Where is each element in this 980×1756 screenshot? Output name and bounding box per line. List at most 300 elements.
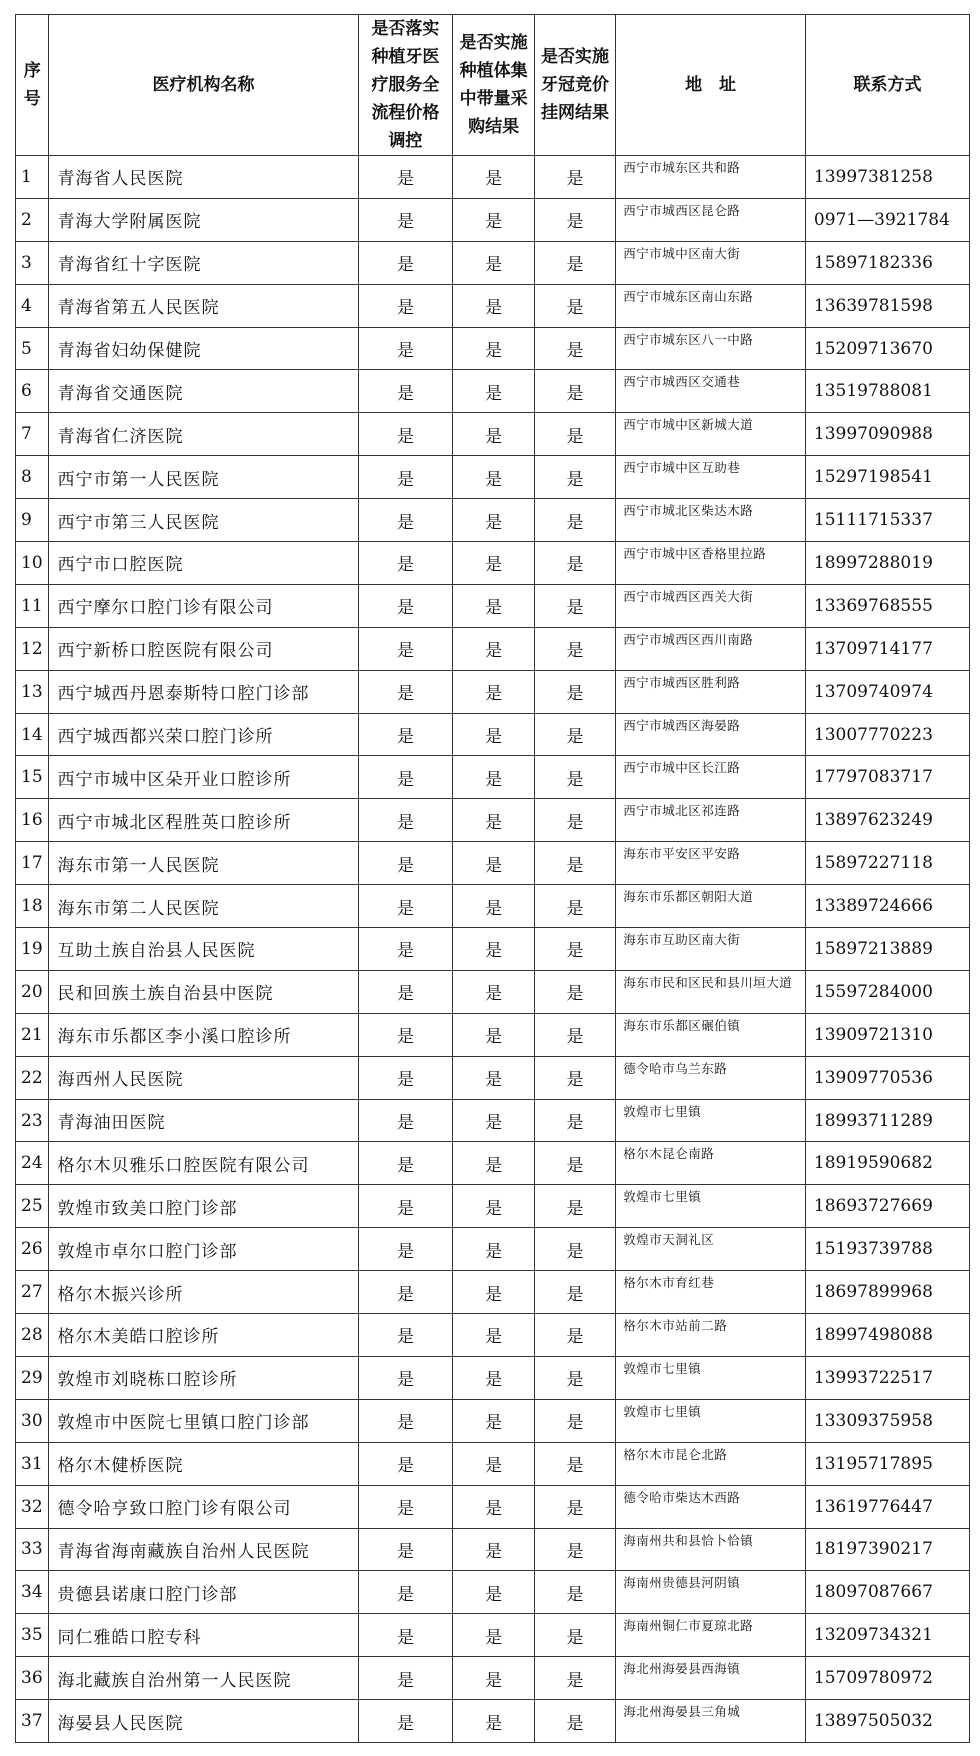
centralized-purchase-value: 是 — [453, 1700, 534, 1743]
table-row — [16, 1013, 970, 1056]
phone-number: 0971—3921784 — [805, 198, 969, 241]
crown-bidding-value: 是 — [534, 1185, 615, 1228]
phone-number: 13993722517 — [805, 1356, 969, 1399]
table-row — [16, 1185, 970, 1228]
phone-number: 18993711289 — [805, 1099, 969, 1142]
price-control-value: 是 — [358, 1571, 453, 1614]
price-control-value: 是 — [358, 284, 453, 327]
phone-number: 15897213889 — [805, 928, 969, 971]
centralized-purchase-value: 是 — [453, 370, 534, 413]
centralized-purchase-value: 是 — [453, 584, 534, 627]
phone-number: 13389724666 — [805, 885, 969, 928]
header-price-control: 是否落实种植牙医疗服务全流程价格调控 — [358, 15, 453, 156]
phone-number: 15111715337 — [805, 499, 969, 542]
address-cell: 西宁市城西区交通巷 — [616, 370, 806, 413]
institution-name: 西宁新桥口腔医院有限公司 — [49, 627, 358, 670]
table-row — [16, 756, 970, 799]
institution-name: 青海省第五人民医院 — [49, 284, 358, 327]
price-control-value: 是 — [358, 756, 453, 799]
price-control-value: 是 — [358, 713, 453, 756]
row-index: 3 — [16, 241, 49, 284]
centralized-purchase-value: 是 — [453, 1571, 534, 1614]
address-cell: 西宁市城中区香格里拉路 — [616, 542, 806, 585]
header-institution-name: 医疗机构名称 — [49, 15, 358, 156]
crown-bidding-value: 是 — [534, 1099, 615, 1142]
institution-name: 青海省妇幼保健院 — [49, 327, 358, 370]
phone-number: 13619776447 — [805, 1485, 969, 1528]
phone-number: 13195717895 — [805, 1442, 969, 1485]
institution-name: 海晏县人民医院 — [49, 1700, 358, 1743]
row-index: 14 — [16, 713, 49, 756]
crown-bidding-value: 是 — [534, 928, 615, 971]
address-cell: 格尔木市育红巷 — [616, 1271, 806, 1314]
centralized-purchase-value: 是 — [453, 1013, 534, 1056]
table-row — [16, 1356, 970, 1399]
crown-bidding-value: 是 — [534, 499, 615, 542]
table-row — [16, 284, 970, 327]
row-index: 35 — [16, 1614, 49, 1657]
institution-name: 西宁市第三人民医院 — [49, 499, 358, 542]
phone-number: 17797083717 — [805, 756, 969, 799]
table-row — [16, 156, 970, 199]
price-control-value: 是 — [358, 327, 453, 370]
price-control-value: 是 — [358, 1356, 453, 1399]
table-row — [16, 713, 970, 756]
crown-bidding-value: 是 — [534, 413, 615, 456]
table-row — [16, 1485, 970, 1528]
institution-name: 青海省红十字医院 — [49, 241, 358, 284]
table-row — [16, 670, 970, 713]
address-cell: 海南州共和县恰卜恰镇 — [616, 1528, 806, 1571]
centralized-purchase-value: 是 — [453, 1485, 534, 1528]
crown-bidding-value: 是 — [534, 885, 615, 928]
institution-name: 西宁市口腔医院 — [49, 542, 358, 585]
row-index: 37 — [16, 1700, 49, 1743]
phone-number: 13209734321 — [805, 1614, 969, 1657]
centralized-purchase-value: 是 — [453, 1442, 534, 1485]
row-index: 30 — [16, 1399, 49, 1442]
price-control-value: 是 — [358, 456, 453, 499]
phone-number: 13709714177 — [805, 627, 969, 670]
centralized-purchase-value: 是 — [453, 1399, 534, 1442]
crown-bidding-value: 是 — [534, 842, 615, 885]
phone-number: 13309375958 — [805, 1399, 969, 1442]
centralized-purchase-value: 是 — [453, 284, 534, 327]
table-row — [16, 1228, 970, 1271]
price-control-value: 是 — [358, 799, 453, 842]
centralized-purchase-value: 是 — [453, 241, 534, 284]
row-index: 33 — [16, 1528, 49, 1571]
centralized-purchase-value: 是 — [453, 1614, 534, 1657]
institution-name: 西宁市第一人民医院 — [49, 456, 358, 499]
row-index: 27 — [16, 1271, 49, 1314]
phone-number: 13897623249 — [805, 799, 969, 842]
table-row — [16, 1056, 970, 1099]
centralized-purchase-value: 是 — [453, 1185, 534, 1228]
address-cell: 海东市乐都区朝阳大道 — [616, 885, 806, 928]
institution-name: 海东市第一人民医院 — [49, 842, 358, 885]
institution-name: 敦煌市刘晓栋口腔诊所 — [49, 1356, 358, 1399]
institution-name: 西宁城西丹恩泰斯特口腔门诊部 — [49, 670, 358, 713]
centralized-purchase-value: 是 — [453, 713, 534, 756]
row-index: 9 — [16, 499, 49, 542]
centralized-purchase-value: 是 — [453, 1099, 534, 1142]
row-index: 4 — [16, 284, 49, 327]
institution-name: 敦煌市致美口腔门诊部 — [49, 1185, 358, 1228]
table-row — [16, 584, 970, 627]
price-control-value: 是 — [358, 885, 453, 928]
price-control-value: 是 — [358, 1099, 453, 1142]
centralized-purchase-value: 是 — [453, 970, 534, 1013]
institution-name: 敦煌市中医院七里镇口腔门诊部 — [49, 1399, 358, 1442]
centralized-purchase-value: 是 — [453, 1528, 534, 1571]
centralized-purchase-value: 是 — [453, 1657, 534, 1700]
institution-name: 西宁市城中区朵开业口腔诊所 — [49, 756, 358, 799]
phone-number: 13519788081 — [805, 370, 969, 413]
address-cell: 敦煌市七里镇 — [616, 1399, 806, 1442]
row-index: 24 — [16, 1142, 49, 1185]
crown-bidding-value: 是 — [534, 1056, 615, 1099]
phone-number: 18693727669 — [805, 1185, 969, 1228]
crown-bidding-value: 是 — [534, 284, 615, 327]
institution-name: 格尔木美皓口腔诊所 — [49, 1314, 358, 1357]
price-control-value: 是 — [358, 970, 453, 1013]
row-index: 29 — [16, 1356, 49, 1399]
address-cell: 海东市平安区平安路 — [616, 842, 806, 885]
row-index: 10 — [16, 542, 49, 585]
price-control-value: 是 — [358, 1314, 453, 1357]
price-control-value: 是 — [358, 928, 453, 971]
table-row — [16, 1271, 970, 1314]
crown-bidding-value: 是 — [534, 1528, 615, 1571]
institution-name: 西宁市城北区程胜英口腔诊所 — [49, 799, 358, 842]
phone-number: 15209713670 — [805, 327, 969, 370]
header-contact: 联系方式 — [805, 15, 969, 156]
row-index: 26 — [16, 1228, 49, 1271]
table-header-row — [16, 15, 970, 156]
row-index: 17 — [16, 842, 49, 885]
price-control-value: 是 — [358, 1013, 453, 1056]
address-cell: 海东市乐都区碾伯镇 — [616, 1013, 806, 1056]
crown-bidding-value: 是 — [534, 1442, 615, 1485]
table-row — [16, 627, 970, 670]
address-cell: 德令哈市乌兰东路 — [616, 1056, 806, 1099]
crown-bidding-value: 是 — [534, 1614, 615, 1657]
crown-bidding-value: 是 — [534, 1314, 615, 1357]
crown-bidding-value: 是 — [534, 1228, 615, 1271]
centralized-purchase-value: 是 — [453, 756, 534, 799]
header-crown-bidding: 是否实施牙冠竞价挂网结果 — [534, 15, 615, 156]
centralized-purchase-value: 是 — [453, 1271, 534, 1314]
phone-number: 13997090988 — [805, 413, 969, 456]
row-index: 31 — [16, 1442, 49, 1485]
table-row — [16, 928, 970, 971]
price-control-value: 是 — [358, 1700, 453, 1743]
table-row — [16, 1614, 970, 1657]
row-index: 2 — [16, 198, 49, 241]
price-control-value: 是 — [358, 542, 453, 585]
price-control-value: 是 — [358, 1185, 453, 1228]
centralized-purchase-value: 是 — [453, 542, 534, 585]
crown-bidding-value: 是 — [534, 1700, 615, 1743]
crown-bidding-value: 是 — [534, 456, 615, 499]
price-control-value: 是 — [358, 1657, 453, 1700]
phone-number: 18919590682 — [805, 1142, 969, 1185]
crown-bidding-value: 是 — [534, 799, 615, 842]
crown-bidding-value: 是 — [534, 198, 615, 241]
price-control-value: 是 — [358, 1056, 453, 1099]
address-cell: 西宁市城中区长江路 — [616, 756, 806, 799]
address-cell: 敦煌市七里镇 — [616, 1099, 806, 1142]
centralized-purchase-value: 是 — [453, 1314, 534, 1357]
price-control-value: 是 — [358, 1614, 453, 1657]
institution-name: 民和回族土族自治县中医院 — [49, 970, 358, 1013]
crown-bidding-value: 是 — [534, 1356, 615, 1399]
phone-number: 15897182336 — [805, 241, 969, 284]
crown-bidding-value: 是 — [534, 1399, 615, 1442]
centralized-purchase-value: 是 — [453, 670, 534, 713]
price-control-value: 是 — [358, 241, 453, 284]
row-index: 8 — [16, 456, 49, 499]
address-cell: 海东市民和区民和县川垣大道 — [616, 970, 806, 1013]
phone-number: 13007770223 — [805, 713, 969, 756]
price-control-value: 是 — [358, 198, 453, 241]
table-row — [16, 799, 970, 842]
institution-name: 青海省人民医院 — [49, 156, 358, 199]
phone-number: 15709780972 — [805, 1657, 969, 1700]
centralized-purchase-value: 是 — [453, 885, 534, 928]
crown-bidding-value: 是 — [534, 970, 615, 1013]
crown-bidding-value: 是 — [534, 542, 615, 585]
row-index: 34 — [16, 1571, 49, 1614]
row-index: 23 — [16, 1099, 49, 1142]
address-cell: 西宁市城西区胜利路 — [616, 670, 806, 713]
price-control-value: 是 — [358, 499, 453, 542]
crown-bidding-value: 是 — [534, 627, 615, 670]
crown-bidding-value: 是 — [534, 1571, 615, 1614]
institution-name: 西宁城西都兴荣口腔门诊所 — [49, 713, 358, 756]
institution-name: 青海省仁济医院 — [49, 413, 358, 456]
price-control-value: 是 — [358, 670, 453, 713]
institution-name: 格尔木健桥医院 — [49, 1442, 358, 1485]
address-cell: 西宁市城东区南山东路 — [616, 284, 806, 327]
address-cell: 海东市互助区南大街 — [616, 928, 806, 971]
phone-number: 13709740974 — [805, 670, 969, 713]
price-control-value: 是 — [358, 627, 453, 670]
address-cell: 西宁市城西区海晏路 — [616, 713, 806, 756]
row-index: 5 — [16, 327, 49, 370]
table-row — [16, 970, 970, 1013]
centralized-purchase-value: 是 — [453, 928, 534, 971]
institution-name: 格尔木振兴诊所 — [49, 1271, 358, 1314]
phone-number: 13909721310 — [805, 1013, 969, 1056]
row-index: 16 — [16, 799, 49, 842]
price-control-value: 是 — [358, 1228, 453, 1271]
row-index: 18 — [16, 885, 49, 928]
phone-number: 18997288019 — [805, 542, 969, 585]
row-index: 32 — [16, 1485, 49, 1528]
row-index: 11 — [16, 584, 49, 627]
institution-name: 互助土族自治县人民医院 — [49, 928, 358, 971]
institution-name: 青海省交通医院 — [49, 370, 358, 413]
address-cell: 格尔木市站前二路 — [616, 1314, 806, 1357]
crown-bidding-value: 是 — [534, 756, 615, 799]
address-cell: 西宁市城东区八一中路 — [616, 327, 806, 370]
institution-name: 海东市第二人民医院 — [49, 885, 358, 928]
row-index: 20 — [16, 970, 49, 1013]
price-control-value: 是 — [358, 842, 453, 885]
table-row — [16, 1142, 970, 1185]
row-index: 12 — [16, 627, 49, 670]
table-row — [16, 413, 970, 456]
institution-name: 青海油田医院 — [49, 1099, 358, 1142]
institution-name: 格尔木贝雅乐口腔医院有限公司 — [49, 1142, 358, 1185]
centralized-purchase-value: 是 — [453, 842, 534, 885]
address-cell: 格尔木市昆仑北路 — [616, 1442, 806, 1485]
centralized-purchase-value: 是 — [453, 156, 534, 199]
crown-bidding-value: 是 — [534, 1142, 615, 1185]
address-cell: 格尔木昆仑南路 — [616, 1142, 806, 1185]
table-row — [16, 1442, 970, 1485]
phone-number: 13639781598 — [805, 284, 969, 327]
header-index: 序号 — [16, 15, 49, 156]
table-row — [16, 842, 970, 885]
crown-bidding-value: 是 — [534, 713, 615, 756]
institution-name: 青海大学附属医院 — [49, 198, 358, 241]
institution-name: 海西州人民医院 — [49, 1056, 358, 1099]
centralized-purchase-value: 是 — [453, 327, 534, 370]
table-row — [16, 241, 970, 284]
table-row — [16, 1657, 970, 1700]
crown-bidding-value: 是 — [534, 327, 615, 370]
phone-number: 13897505032 — [805, 1700, 969, 1743]
address-cell: 西宁市城西区西川南路 — [616, 627, 806, 670]
centralized-purchase-value: 是 — [453, 499, 534, 542]
address-cell: 敦煌市七里镇 — [616, 1356, 806, 1399]
institution-name: 贵德县诺康口腔门诊部 — [49, 1571, 358, 1614]
phone-number: 18197390217 — [805, 1528, 969, 1571]
table-row — [16, 1700, 970, 1743]
address-cell: 西宁市城中区南大街 — [616, 241, 806, 284]
phone-number: 15297198541 — [805, 456, 969, 499]
address-cell: 海南州贵德县河阴镇 — [616, 1571, 806, 1614]
centralized-purchase-value: 是 — [453, 799, 534, 842]
row-index: 21 — [16, 1013, 49, 1056]
row-index: 7 — [16, 413, 49, 456]
row-index: 28 — [16, 1314, 49, 1357]
table-body — [16, 156, 970, 1743]
address-cell: 西宁市城北区祁连路 — [616, 799, 806, 842]
table-row — [16, 370, 970, 413]
crown-bidding-value: 是 — [534, 156, 615, 199]
centralized-purchase-value: 是 — [453, 1228, 534, 1271]
row-index: 1 — [16, 156, 49, 199]
institution-name: 同仁雅皓口腔专科 — [49, 1614, 358, 1657]
address-cell: 敦煌市天洞礼区 — [616, 1228, 806, 1271]
crown-bidding-value: 是 — [534, 1657, 615, 1700]
address-cell: 西宁市城西区西关大街 — [616, 584, 806, 627]
crown-bidding-value: 是 — [534, 1271, 615, 1314]
row-index: 13 — [16, 670, 49, 713]
address-cell: 海南州铜仁市夏琼北路 — [616, 1614, 806, 1657]
crown-bidding-value: 是 — [534, 1485, 615, 1528]
table-row — [16, 327, 970, 370]
price-control-value: 是 — [358, 413, 453, 456]
address-cell: 海北州海晏县三角城 — [616, 1700, 806, 1743]
crown-bidding-value: 是 — [534, 584, 615, 627]
institution-name: 青海省海南藏族自治州人民医院 — [49, 1528, 358, 1571]
table-row — [16, 1399, 970, 1442]
centralized-purchase-value: 是 — [453, 456, 534, 499]
price-control-value: 是 — [358, 1442, 453, 1485]
table-row — [16, 1528, 970, 1571]
row-index: 19 — [16, 928, 49, 971]
centralized-purchase-value: 是 — [453, 627, 534, 670]
crown-bidding-value: 是 — [534, 241, 615, 284]
address-cell: 西宁市城中区新城大道 — [616, 413, 806, 456]
phone-number: 13369768555 — [805, 584, 969, 627]
phone-number: 18097087667 — [805, 1571, 969, 1614]
centralized-purchase-value: 是 — [453, 413, 534, 456]
price-control-value: 是 — [358, 156, 453, 199]
table-row — [16, 1314, 970, 1357]
header-centralized-purchase: 是否实施种植体集中带量采购结果 — [453, 15, 534, 156]
table-row — [16, 885, 970, 928]
row-index: 6 — [16, 370, 49, 413]
address-cell: 敦煌市七里镇 — [616, 1185, 806, 1228]
address-cell: 西宁市城中区互助巷 — [616, 456, 806, 499]
price-control-value: 是 — [358, 1271, 453, 1314]
phone-number: 15597284000 — [805, 970, 969, 1013]
crown-bidding-value: 是 — [534, 1013, 615, 1056]
centralized-purchase-value: 是 — [453, 198, 534, 241]
address-cell: 海北州海晏县西海镇 — [616, 1657, 806, 1700]
row-index: 36 — [16, 1657, 49, 1700]
table-row — [16, 456, 970, 499]
price-control-value: 是 — [358, 1485, 453, 1528]
centralized-purchase-value: 是 — [453, 1056, 534, 1099]
table-row — [16, 1099, 970, 1142]
address-cell: 德令哈市柴达木西路 — [616, 1485, 806, 1528]
crown-bidding-value: 是 — [534, 370, 615, 413]
phone-number: 13997381258 — [805, 156, 969, 199]
phone-number: 18997498088 — [805, 1314, 969, 1357]
institution-name: 敦煌市卓尔口腔门诊部 — [49, 1228, 358, 1271]
phone-number: 15193739788 — [805, 1228, 969, 1271]
price-control-value: 是 — [358, 1142, 453, 1185]
row-index: 22 — [16, 1056, 49, 1099]
address-cell: 西宁市城东区共和路 — [616, 156, 806, 199]
phone-number: 15897227118 — [805, 842, 969, 885]
institution-name: 德令哈亨致口腔门诊有限公司 — [49, 1485, 358, 1528]
centralized-purchase-value: 是 — [453, 1142, 534, 1185]
row-index: 15 — [16, 756, 49, 799]
institution-table — [15, 14, 970, 1743]
institution-name: 西宁摩尔口腔门诊有限公司 — [49, 584, 358, 627]
address-cell: 西宁市城北区柴达木路 — [616, 499, 806, 542]
price-control-value: 是 — [358, 584, 453, 627]
phone-number: 13909770536 — [805, 1056, 969, 1099]
table-row — [16, 1571, 970, 1614]
institution-table-document — [15, 14, 970, 1743]
row-index: 25 — [16, 1185, 49, 1228]
price-control-value: 是 — [358, 1399, 453, 1442]
centralized-purchase-value: 是 — [453, 1356, 534, 1399]
phone-number: 18697899968 — [805, 1271, 969, 1314]
table-row — [16, 499, 970, 542]
table-row — [16, 542, 970, 585]
header-address: 地 址 — [616, 15, 806, 156]
